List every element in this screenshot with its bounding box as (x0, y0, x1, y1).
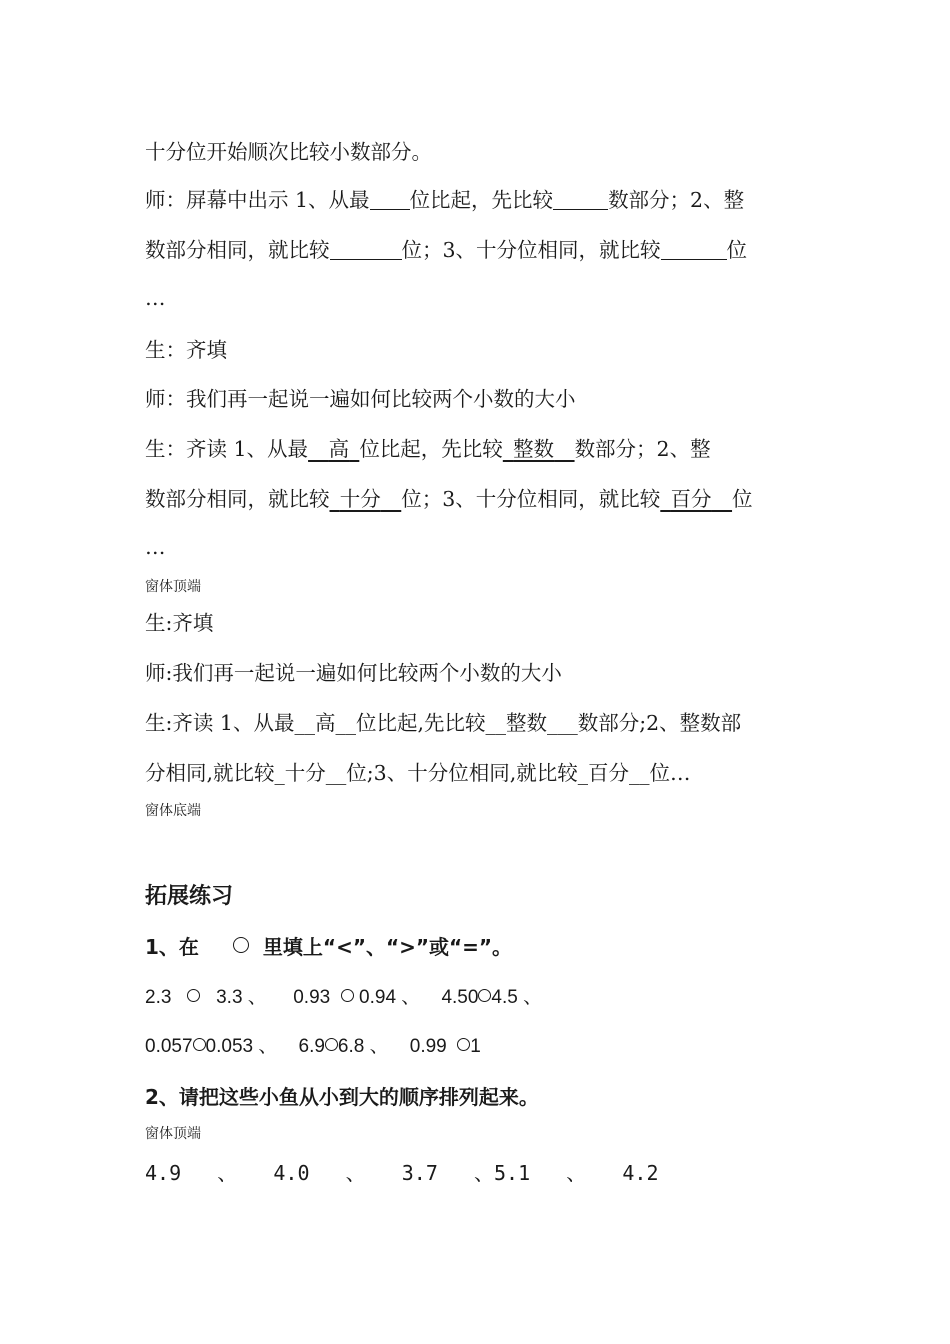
fill-blank (553, 187, 608, 210)
section-heading: 拓展练习 (145, 884, 234, 909)
number: 4.50 (441, 987, 479, 1008)
paragraph-line (145, 436, 806, 462)
number: 0.93 (293, 987, 331, 1008)
number: 6.9 (298, 1036, 325, 1057)
answer-underlined (503, 437, 575, 461)
separator: 、 (566, 1161, 587, 1185)
paragraph-line (145, 386, 576, 412)
circle-blank-icon (193, 1038, 206, 1051)
text: 十分位开始顺次比较小数部分。 (145, 140, 432, 164)
text: 位；3、十分位相同，就比较 (401, 487, 661, 511)
number: 4.9 (145, 1161, 182, 1185)
number: 0.94 、 (359, 987, 421, 1008)
fill-blank (661, 237, 727, 260)
text (145, 436, 711, 462)
compare-row (145, 985, 542, 1011)
circle-blank-icon (325, 1038, 338, 1051)
answer-underlined (308, 437, 359, 461)
text: 师：我们再一起说一遍如何比较两个小数的大小 (145, 387, 576, 411)
number: 0.057 (145, 1036, 193, 1057)
number: 2.3 (145, 987, 172, 1008)
text: … (145, 286, 166, 310)
number: 4.5 、 (491, 987, 543, 1008)
paragraph-line (145, 187, 806, 213)
text: … (145, 535, 166, 559)
text (145, 187, 744, 213)
number: 4.2 (622, 1161, 659, 1185)
text: 生:齐读 1、从最__高__位比起,先比较__整数___数部分;2、整数部 (145, 711, 742, 735)
answer-text: 整数 (513, 437, 555, 461)
form-line (145, 610, 213, 636)
answer-text: 百分 (670, 487, 712, 511)
text: 数部分相同，就比较 (145, 238, 330, 262)
form-line (145, 760, 690, 786)
fill-blank (370, 187, 410, 210)
circle-blank-icon (457, 1038, 470, 1051)
text: 分相同,就比较_十分__位;3、十分位相同,就比较_百分__位… (145, 761, 691, 785)
text: 位比起，先比较 (359, 437, 503, 461)
text: 位 (726, 238, 748, 262)
fish-number-row (145, 1160, 659, 1186)
form-line (145, 660, 562, 686)
paragraph-line (145, 486, 806, 512)
paragraph-line (145, 337, 227, 363)
text: 数部分相同，就比较 (145, 487, 330, 511)
compare-row (145, 1034, 481, 1060)
number: 、5.1 (474, 1161, 531, 1185)
question-2: 2、请把这些小鱼从小到大的顺序排列起来。 (145, 1085, 539, 1109)
form-bottom-marker: 窗体底端 (145, 803, 201, 819)
answer-text: 十分 (339, 487, 381, 511)
text: 师:我们再一起说一遍如何比较两个小数的大小 (145, 661, 562, 685)
text: 位；3、十分位相同，就比较 (401, 238, 661, 262)
paragraph-line (145, 534, 166, 560)
text: 位比起，先比较 (409, 188, 554, 212)
number: 0.053 、 (205, 1036, 278, 1057)
form-line (145, 710, 806, 736)
paragraph-line (145, 237, 806, 263)
text: 1、在 (145, 935, 199, 959)
text: 数部分；2、整 (574, 437, 711, 461)
text: 生：齐填 (145, 338, 227, 362)
text: 数部分；2、整 (608, 188, 745, 212)
circle-blank-icon (187, 989, 200, 1002)
answer-underlined (660, 487, 732, 511)
separator: 、 (345, 1161, 366, 1185)
separator: 、 (217, 1161, 238, 1185)
text: 生:齐填 (145, 611, 214, 635)
fill-blank (330, 237, 402, 260)
paragraph-line (145, 139, 432, 165)
number: 3.3 、 (216, 987, 267, 1008)
text: 师：屏幕中出示 1、从最 (145, 188, 370, 212)
text: 里填上“<”、“>”或“=”。 (262, 935, 513, 959)
text (145, 237, 747, 263)
number: 0.99 (409, 1036, 447, 1057)
answer-underlined (330, 487, 402, 511)
question-1 (145, 934, 512, 960)
number: 4.0 (273, 1161, 310, 1185)
number: 3.7 (401, 1161, 438, 1185)
text: 位 (732, 487, 753, 511)
number: 1 (470, 1036, 481, 1057)
number: 6.8 、 (337, 1036, 389, 1057)
circle-blank-icon (478, 989, 491, 1002)
circle-blank-icon (341, 989, 354, 1002)
answer-text: 高 (328, 437, 350, 461)
text (145, 486, 753, 512)
paragraph-line (145, 285, 166, 311)
form-top-marker: 窗体顶端 (145, 579, 201, 595)
form-top-marker: 窗体顶端 (145, 1126, 201, 1142)
text: 生：齐读 1、从最 (145, 437, 309, 461)
circle-blank-icon (233, 937, 249, 953)
